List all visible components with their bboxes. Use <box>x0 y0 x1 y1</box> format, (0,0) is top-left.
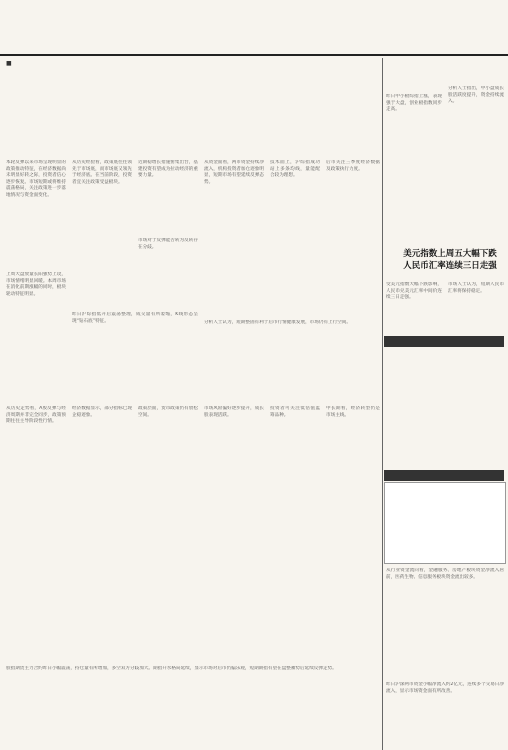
body-column: 从行业资金流向看，金融服务、房地产板块资金净流入居前，医药生物、信息服务板块资金流出较多。 <box>386 568 504 580</box>
body-column: 昨日沪深两市资金小幅净流入约2亿元，连续多个交易日净流入，显示市场资金面有所改善。 <box>386 682 504 694</box>
body-column: 政策层面，货币政策仍有放松空间。 <box>138 406 198 418</box>
body-column: 技术面上，沪综指成功站上多条均线，量能配合较为理想。 <box>270 160 320 179</box>
r2-headline-line2: 人民币汇率连续三日走强 <box>403 261 497 271</box>
body-column: 从历史走势看，A股反弹与经济周期并非完全同步，政策预期往往主导阶段性行情。 <box>6 406 66 425</box>
body-column: 后市关注三季度经济数据及政策执行力度。 <box>326 160 380 172</box>
body-column: 市场风险偏好逐步提升，成长股表现活跃。 <box>204 406 264 418</box>
masthead <box>0 0 508 60</box>
body-column: 经济数据显示，部分指标已现企稳迹象。 <box>72 406 132 418</box>
column-divider <box>382 58 383 750</box>
body-column: 中长期看，经济转型仍是市场主线。 <box>326 406 380 418</box>
body-column: 分析人士指出，中小盘成长股活跃度提升，资金持续流入。 <box>448 86 504 105</box>
body-column: 从资金面看，两市资金持续净流入，机构投资者加仓迹象明显，短期市场有望延续反弹态势。 <box>204 160 264 185</box>
table-title <box>384 336 504 347</box>
body-column: 昨日沪综指低开后震荡整理，成交量有所萎缩，K线形态呈现“钻石底”特征。 <box>72 312 198 324</box>
body-column: 上周大盘放量长阳强势上攻，市场情绪明显回暖。本周市场在消化前期涨幅的同时，板块轮动特征明显。 <box>6 272 66 297</box>
chart-title <box>384 470 504 481</box>
body-column: 昨日中小板综指上涨，表现强于大盘，创业板指数同步走高。 <box>386 94 442 113</box>
body-column: 股指期货主力合约昨日小幅震荡，持仓量有所增加，多空双方分歧加大。期指升水格局延续，显示市场对后市仍偏乐观，短期期指有望在盘整蓄势后延续反弹走势。 <box>6 666 337 671</box>
r2-headline <box>396 248 504 272</box>
r2-headline-line1: 美元指数上周五大幅下跌 <box>403 249 497 259</box>
header-rule <box>0 54 508 56</box>
body-column: 分析人士认为，短期整固有利于后市行情健康发展，市场仍有上行空间。 <box>204 320 352 325</box>
body-column: 投资者可关注低估值蓝筹品种。 <box>270 406 320 418</box>
industry-flow-chart <box>384 482 506 564</box>
body-column: 本轮反弹以来市场呈现明显的政策推动特征，在经济数据尚未明显好转之际，投资者信心逐步恢复。市场短期或将维持震荡格局，关注政策进一步落地情况与资金面变化。 <box>6 160 66 198</box>
body-column: 受美元指数大幅下跌影响，人民币兑美元汇率中间价连续三日走强。 <box>386 282 442 301</box>
section-label: ■ <box>6 60 12 67</box>
body-column: 从历史经验看，政策底往往领先于市场底，而市场底又领先于经济底。在当前阶段，投资者宜关注政策受益板块。 <box>72 160 132 185</box>
body-column: 市场对于反弹能否转为反转存在分歧。 <box>138 238 198 250</box>
body-column: 市场人士认为，短期人民币汇率将保持稳定。 <box>448 282 504 294</box>
body-column: 近期稳增长措施密集出台，基建投资有望成为拉动经济的重要力量。 <box>138 160 198 179</box>
